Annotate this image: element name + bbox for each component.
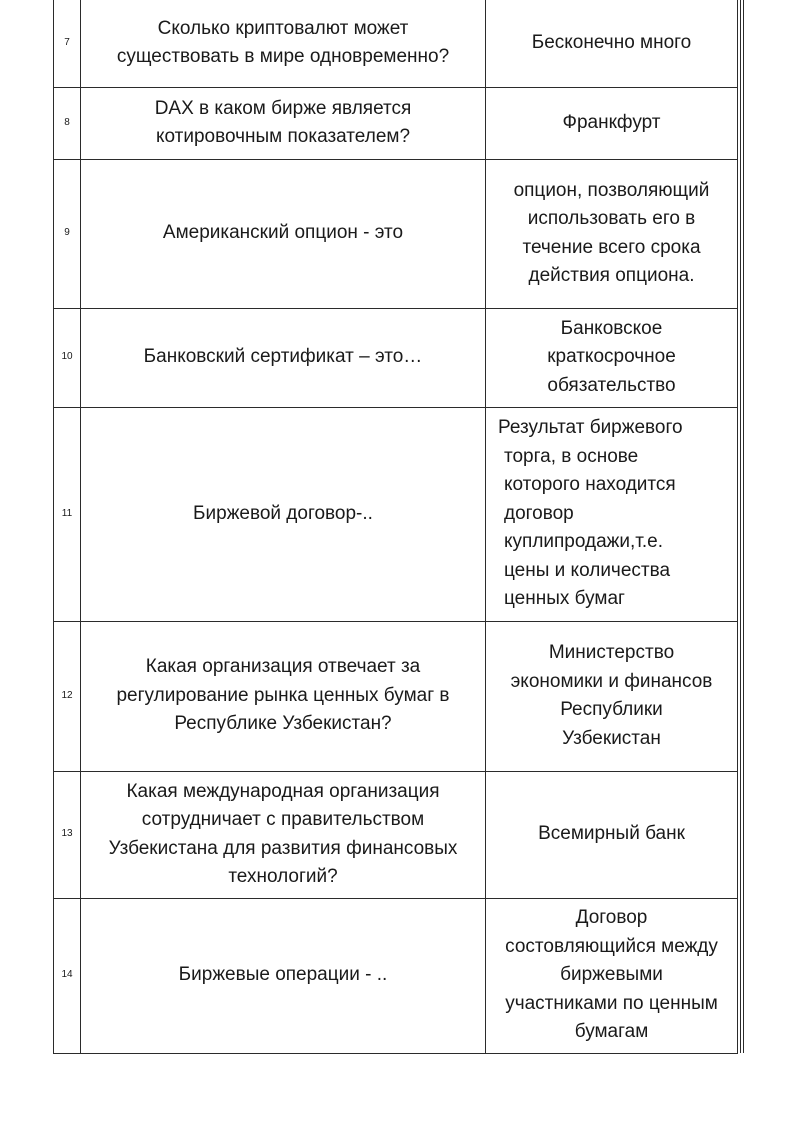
answer-cell: Бесконечно много	[486, 0, 738, 87]
qa-table	[53, 0, 738, 1054]
question-cell: Биржевые операции - ..	[81, 898, 486, 1053]
table-row	[54, 308, 738, 407]
table-row	[54, 0, 738, 87]
row-number: 9	[54, 159, 81, 308]
answer-cell: Банковское краткосрочное обязательство	[486, 308, 738, 407]
table-row	[54, 621, 738, 771]
answer-cell: Всемирный банк	[486, 771, 738, 898]
table-row	[54, 407, 738, 621]
right-border-line	[740, 0, 741, 1053]
row-number: 7	[54, 0, 81, 87]
question-cell: Какая международная организация сотрудничает с правительством Узбекистана для развития финансовых технологий?	[81, 771, 486, 898]
question-cell: DAX в каком бирже является котировочным показателем?	[81, 87, 486, 159]
row-number: 10	[54, 308, 81, 407]
row-number: 14	[54, 898, 81, 1053]
answer-cell: Результат биржевого торга, в основе которого находится договор куплипродажи,т.е. цены и количества ценных бумаг	[486, 407, 738, 621]
answer-cell: Министерство экономики и финансов Республики Узбекистан	[486, 621, 738, 771]
row-number: 11	[54, 407, 81, 621]
question-cell: Американский опцион - это	[81, 159, 486, 308]
answer-cell: Договор состовляющийся между биржевыми участниками по ценным бумагам	[486, 898, 738, 1053]
question-cell: Биржевой договор-..	[81, 407, 486, 621]
row-number: 8	[54, 87, 81, 159]
table-row	[54, 159, 738, 308]
right-border-line	[743, 0, 744, 1053]
question-cell: Какая организация отвечает за регулирование рынка ценных бумаг в Республике Узбекистан?	[81, 621, 486, 771]
question-cell: Банковский сертификат – это…	[81, 308, 486, 407]
answer-cell: Франкфурт	[486, 87, 738, 159]
row-number: 12	[54, 621, 81, 771]
table-row	[54, 771, 738, 898]
row-number: 13	[54, 771, 81, 898]
table-row	[54, 87, 738, 159]
answer-cell: опцион, позволяющий использовать его в течение всего срока действия опциона.	[486, 159, 738, 308]
question-cell: Сколько криптовалют может существовать в мире одновременно?	[81, 0, 486, 87]
table-row	[54, 898, 738, 1053]
